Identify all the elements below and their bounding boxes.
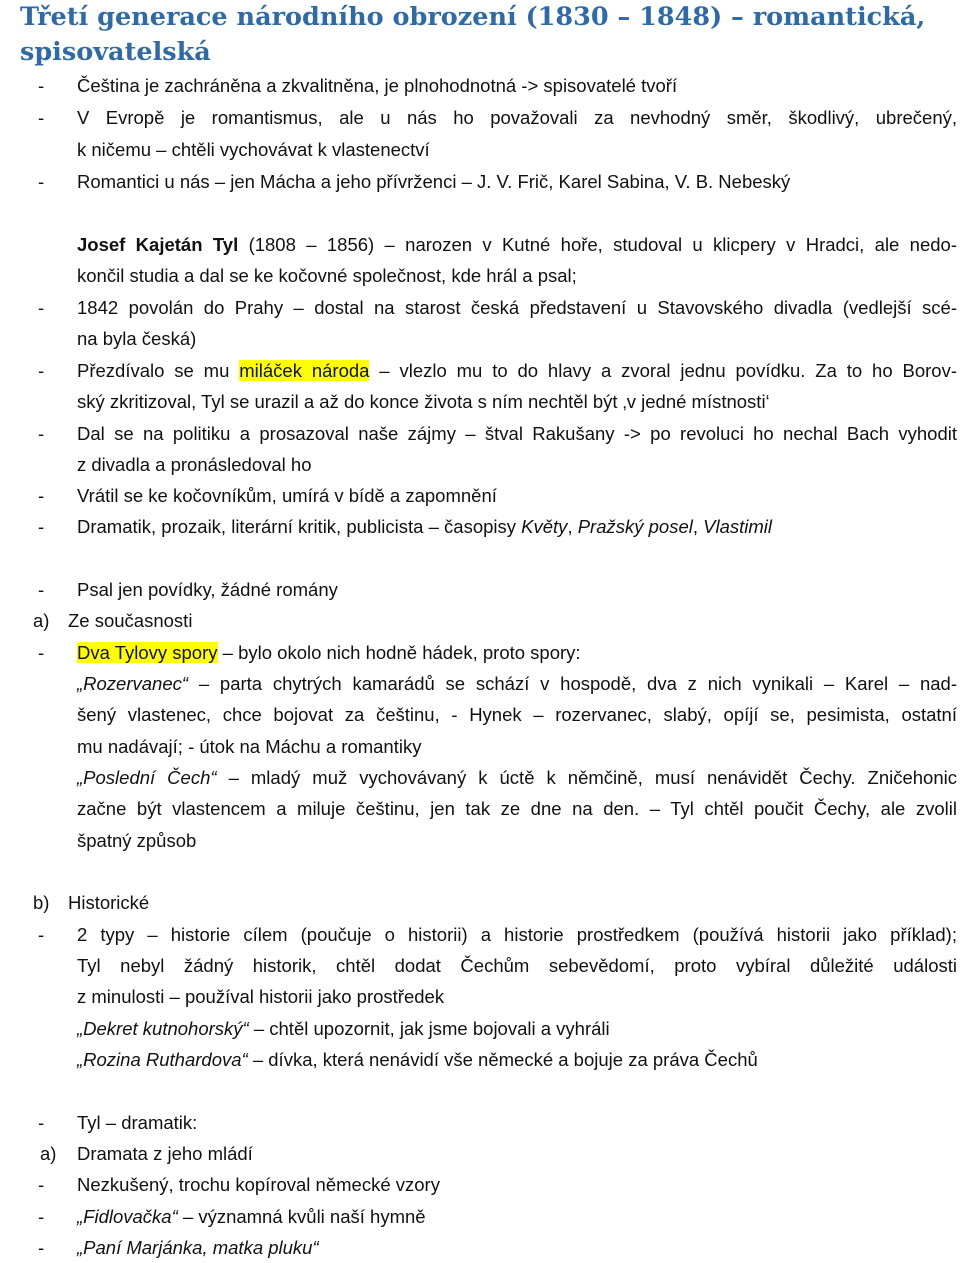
magazine-title: Pražský posel xyxy=(577,516,693,537)
work-description: šený vlastenec, chce bojovat za češtinu, - Hynek – rozervanec, slabý, opíjí se, pesimista, ostatní xyxy=(77,704,957,725)
work-description: špatný způsob xyxy=(77,830,197,851)
work-title: „Rozervanec“ xyxy=(77,673,189,694)
author-name: Josef Kajetán Tyl xyxy=(77,234,239,255)
work-description: „Rozina Ruthardova“ – dívka, která nenávidí vše německé a bojuje za práva Čechů xyxy=(77,1049,758,1070)
work-description: „Poslední Čech“ – mladý muž vychovávaný k úctě k němčině, musí nenávidět Čechy. Zničehonic xyxy=(77,767,957,788)
bullet-text: Dal se na politiku a prosazoval naše zájmy – štval Rakušany -> po revoluci ho nechal Bach vyhodit xyxy=(77,423,957,444)
highlighted-phrase: Dva Tylovy spory xyxy=(77,642,218,663)
bullet-text: Dva Tylovy spory – bylo okolo nich hodně hádek, proto spory: xyxy=(77,642,581,663)
work-description: „Rozervanec“ – parta chytrých kamarádů se schází v hospodě, dva z nich vynikali – Karel – nad- xyxy=(77,673,957,694)
section-label: Ze současnosti xyxy=(68,610,193,631)
tyl-bio: Josef Kajetán Tyl (1808 – 1856) – narozen v Kutné hoře, studoval u klicpery v Hradci, ale nedo- xyxy=(77,234,958,255)
work-description: mu nadávají; - útok na Máchu a romantiky xyxy=(77,736,422,757)
letter-marker: b) xyxy=(33,892,50,913)
work-title: „Paní Marjánka, matka pluku“ xyxy=(77,1237,319,1258)
bullet-text xyxy=(77,1232,957,1263)
work-title: „Rozina Ruthardova“ xyxy=(77,1049,248,1070)
bullet-text: končil studia a dal se ke kočovné společnost, kde hrál a psal; xyxy=(77,265,577,286)
bullet-dash: - xyxy=(38,642,45,663)
bullet-text: Tyl nebyl žádný historik, chtěl dodat Čechům sebevědomí, proto vybíral důležité události xyxy=(77,955,957,976)
bullet-text: na byla česká) xyxy=(77,328,197,349)
bullet-dash: - xyxy=(38,1206,45,1227)
work-title: „Dekret kutnohorský“ xyxy=(77,1018,249,1039)
work-title: „Fidlovačka“ xyxy=(77,1206,178,1227)
work-description: začne být vlastencem a miluje češtinu, jen tak ze dne na den. – Tyl chtěl poučit Čechy, ale zvolil xyxy=(77,798,957,819)
bullet-text: Tyl – dramatik: xyxy=(77,1112,198,1133)
bullet-text: z minulosti – používal historii jako prostředek xyxy=(77,986,445,1007)
bullet-text: k ničemu – chtěli vychovávat k vlastenectví xyxy=(77,139,430,160)
bullet-text: Nezkušený, trochu kopíroval německé vzory xyxy=(77,1174,440,1195)
bullet-dash: - xyxy=(38,1237,45,1258)
magazine-title: Květy xyxy=(521,516,568,537)
bullet-text: Dramatik, prozaik, literární kritik, publicista – časopisy Květy, Pražský posel, Vlastimil xyxy=(77,516,773,537)
bullet-dash: - xyxy=(38,1174,45,1195)
work-description: „Dekret kutnohorský“ – chtěl upozornit, jak jsme bojovali a vyhráli xyxy=(77,1018,610,1039)
bullet-dash: - xyxy=(38,485,45,506)
bullet-text: z divadla a pronásledoval ho xyxy=(77,454,312,475)
letter-marker: a) xyxy=(40,1143,57,1164)
bullet-text: Přezdívalo se mu miláček národa – vlezlo mu to do hlavy a zvoral jednu povídku. Za to ho Borov- xyxy=(77,360,957,381)
bullet-text: Čeština je zachráněna a zkvalitněna, je plnohodnotná -> spisovatelé tvoří xyxy=(77,75,678,96)
bullet-dash: - xyxy=(38,297,45,318)
section-label: Dramata z jeho mládí xyxy=(77,1143,253,1164)
bullet-text: V Evropě je romantismus, ale u nás ho považovali za nevhodný směr, škodlivý, ubrečený, xyxy=(77,107,957,128)
magazine-title: Vlastimil xyxy=(703,516,773,537)
bullet-dash: - xyxy=(38,360,45,381)
letter-marker: a) xyxy=(33,610,50,631)
bullet-dash: - xyxy=(38,75,45,96)
bullet-text: 2 typy – historie cílem (poučuje o historii) a historie prostředkem (používá historii jako příklad); xyxy=(77,924,957,945)
work-title: „Poslední Čech“ xyxy=(77,767,217,788)
bullet-text: „Fidlovačka“ – významná kvůli naší hymně xyxy=(77,1206,426,1227)
bullet-dash: - xyxy=(38,579,45,600)
bullet-dash: - xyxy=(38,924,45,945)
bullet-text: Psal jen povídky, žádné romány xyxy=(77,579,338,600)
bullet-text: 1842 povolán do Prahy – dostal na starost česká představení u Stavovského divadla (vedlejší scé- xyxy=(77,297,957,318)
document-title: Třetí generace národního obrození (1830 – 1848) – romantická, spisovatelská xyxy=(20,2,926,67)
bullet-text: Romantici u nás – jen Mácha a jeho přívrženci – J. V. Frič, Karel Sabina, V. B. Nebeský xyxy=(77,171,791,192)
bullet-dash: - xyxy=(38,107,45,128)
bullet-text: ský zkritizoval, Tyl se urazil a až do konce života s ním nechtěl být ‚v jedné místnosti‘ xyxy=(77,391,770,412)
bullet-dash: - xyxy=(38,423,45,444)
section-label: Historické xyxy=(68,892,150,913)
bullet-dash: - xyxy=(38,1112,45,1133)
bullet-dash: - xyxy=(38,171,45,192)
bullet-dash: - xyxy=(38,516,45,537)
highlighted-nickname: miláček národa xyxy=(239,360,370,381)
bullet-text: Vrátil se ke kočovníkům, umírá v bídě a zapomnění xyxy=(77,485,497,506)
